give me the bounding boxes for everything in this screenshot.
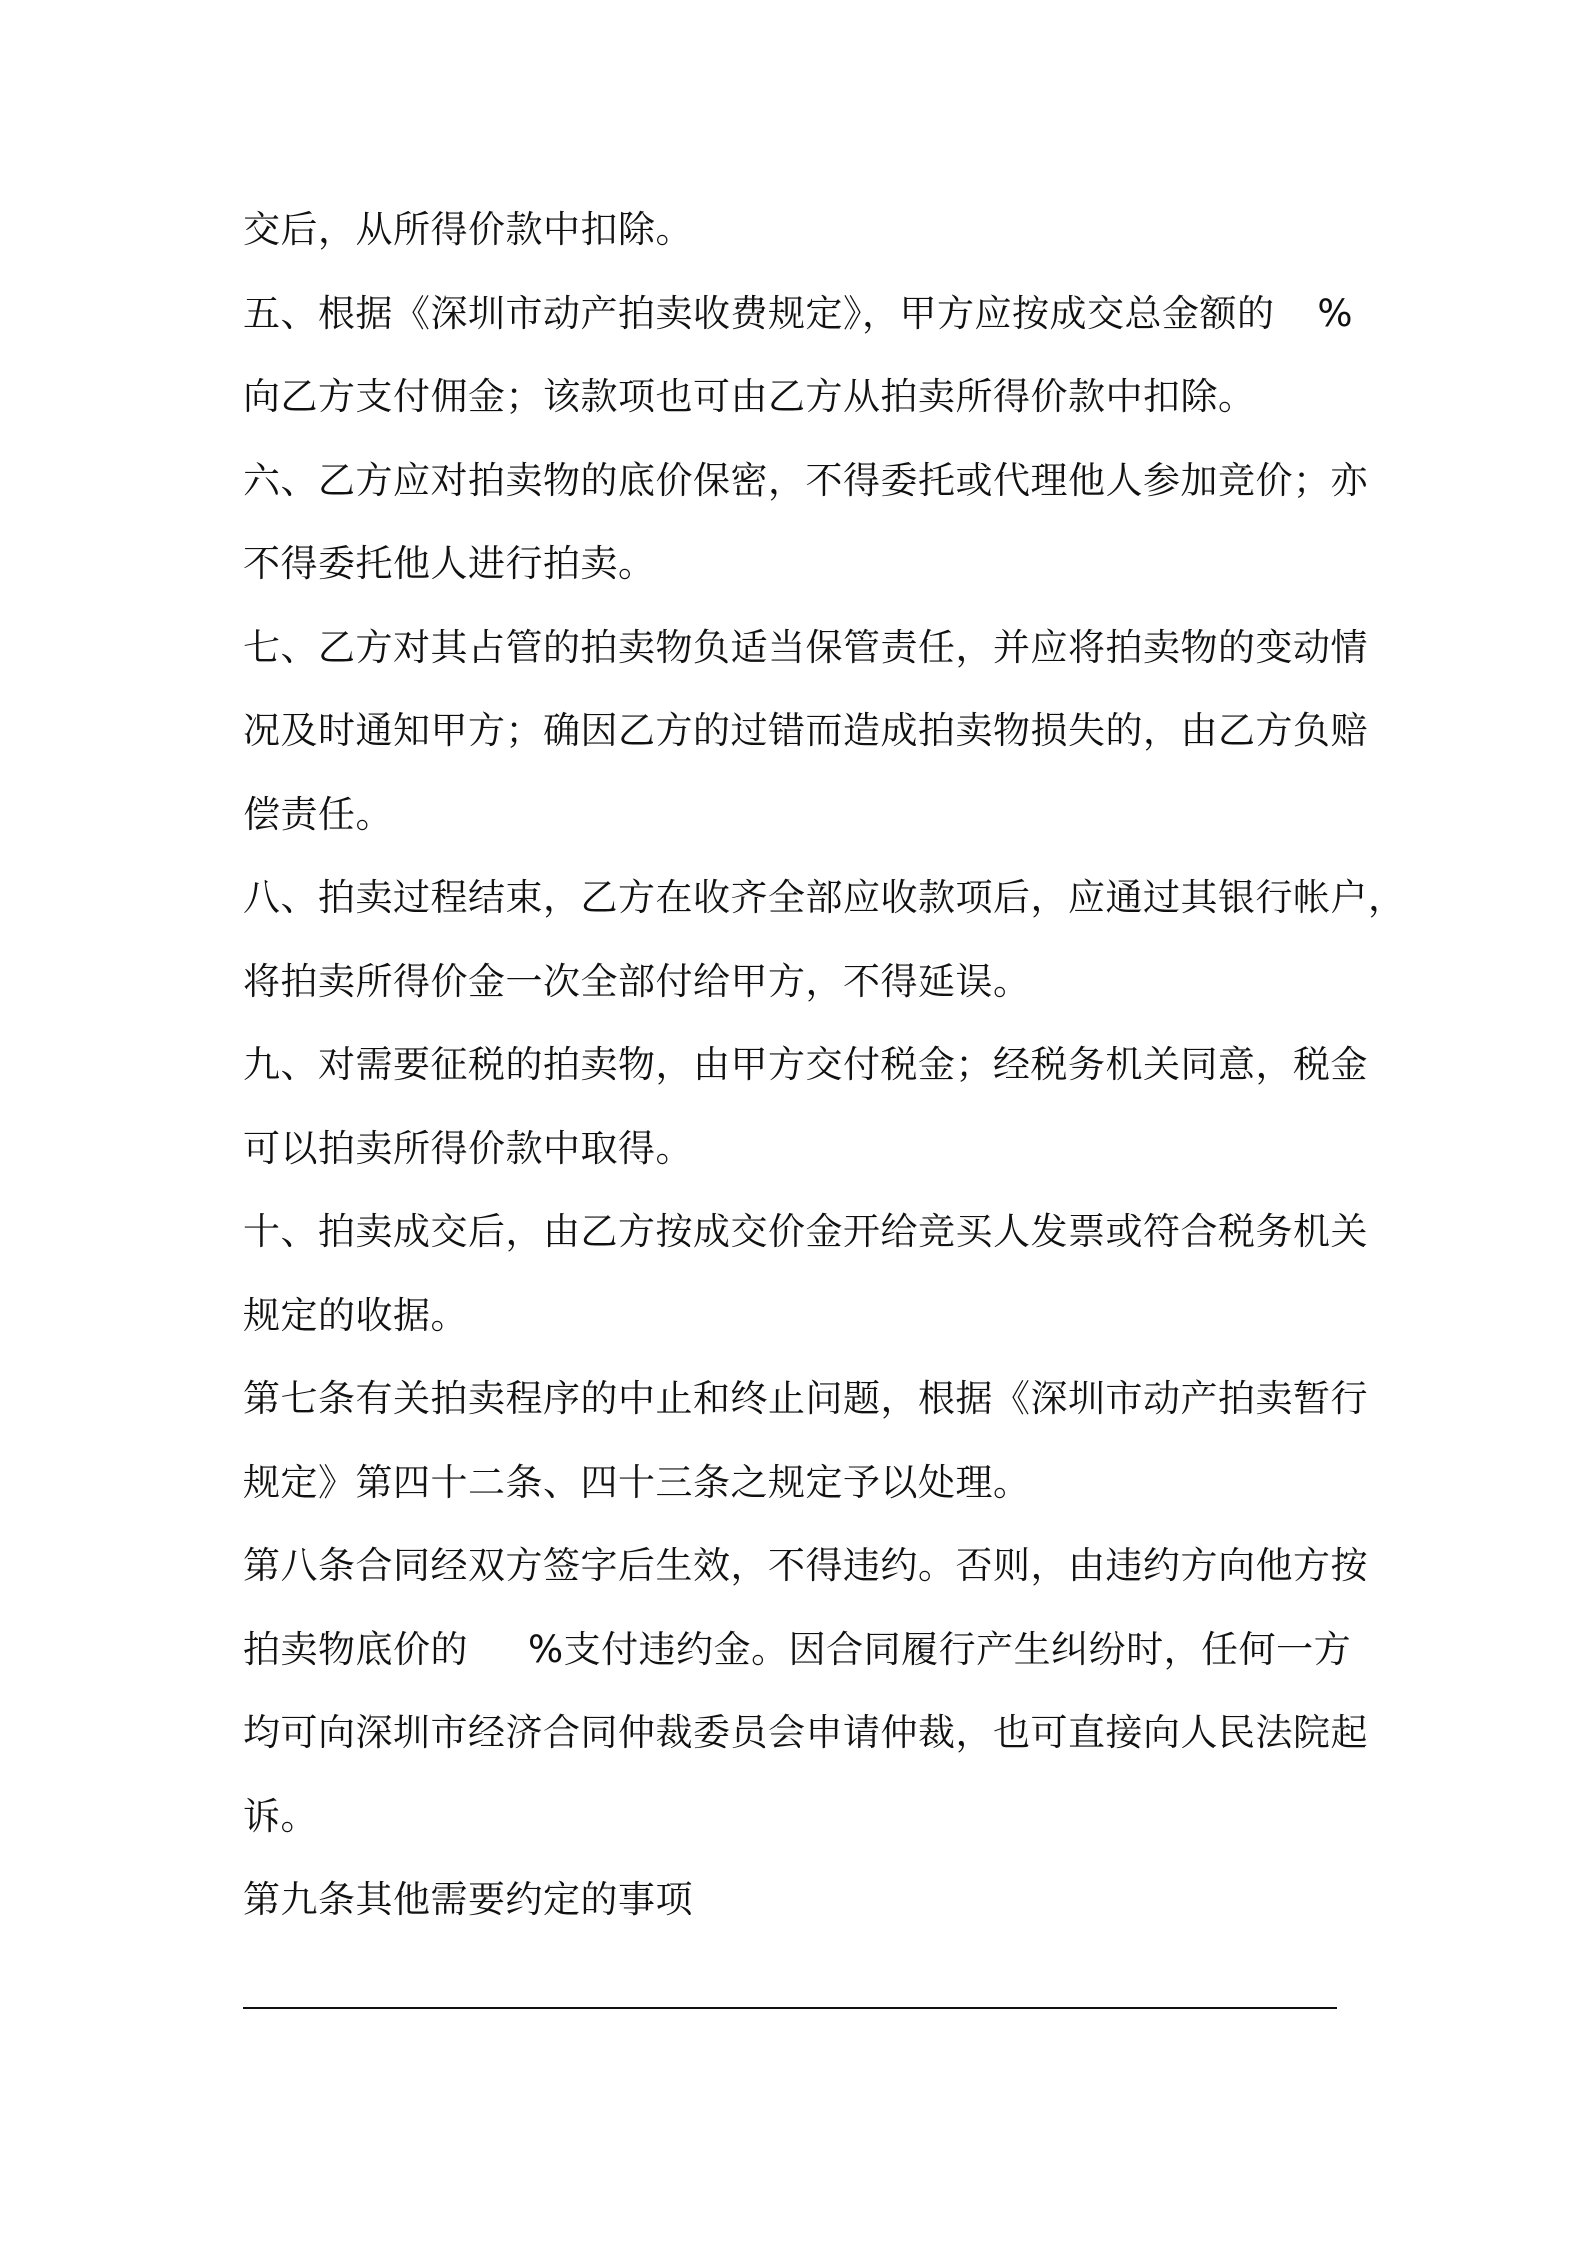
text-line: 向乙方支付佣金；该款项也可由乙方从拍卖所得价款中扣除。 [243, 375, 1256, 418]
text-line: 交后，从所得价款中扣除。 [243, 208, 693, 251]
text-line: 况及时通知甲方；确因乙方的过错而造成拍卖物损失的，由乙方负赔 [243, 709, 1368, 752]
text-line: 十、拍卖成交后，由乙方按成交价金开给竞买人发票或符合税务机关 [243, 1210, 1368, 1253]
text-line: 规定的收据。 [243, 1293, 468, 1337]
text-line: 偿责任。 [243, 792, 393, 836]
text-line: 可以拍卖所得价款中取得。 [243, 1126, 693, 1170]
fill-in-underline [243, 2007, 1337, 2009]
text-line-penalty [243, 1608, 1353, 1692]
text-line: 八、拍卖过程结束，乙方在收齐全部应收款项后，应通过其银行帐户， [243, 876, 1406, 919]
text-line: 不得委托他人进行拍卖。 [243, 542, 656, 585]
text-line: 均可向深圳市经济合同仲裁委员会申请仲裁，也可直接向人民法院起 [243, 1711, 1368, 1754]
text-line: 第八条合同经双方签字后生效，不得违约。否则，由违约方向他方按 [243, 1544, 1368, 1587]
text-line: 诉。 [243, 1794, 318, 1838]
text-line-commission [243, 272, 1353, 356]
commission-clause-text: 五、根据《深圳市动产拍卖收费规定》，甲方应按成交总金额的 [243, 291, 1275, 335]
commission-percent-symbol: % [1317, 291, 1353, 335]
text-line: 第七条有关拍卖程序的中止和终止问题，根据《深圳市动产拍卖暂行 [243, 1377, 1368, 1420]
text-line: 规定》第四十二条、四十三条之规定予以处理。 [243, 1460, 1031, 1504]
text-line: 第九条其他需要约定的事项 [243, 1878, 693, 1921]
contract-body-text [243, 188, 1406, 1942]
text-line: 六、乙方应对拍卖物的底价保密，不得委托或代理他人参加竞价；亦 [243, 458, 1368, 502]
penalty-clause-rest: %支付违约金。因合同履行产生纠纷时，任何一方 [528, 1627, 1352, 1671]
text-line: 九、对需要征税的拍卖物，由甲方交付税金；经税务机关同意，税金 [243, 1043, 1368, 1086]
penalty-clause-start: 拍卖物底价的 [243, 1627, 468, 1671]
text-line: 将拍卖所得价金一次全部付给甲方，不得延误。 [243, 959, 1031, 1003]
text-line: 七、乙方对其占管的拍卖物负适当保管责任，并应将拍卖物的变动情 [243, 625, 1368, 669]
